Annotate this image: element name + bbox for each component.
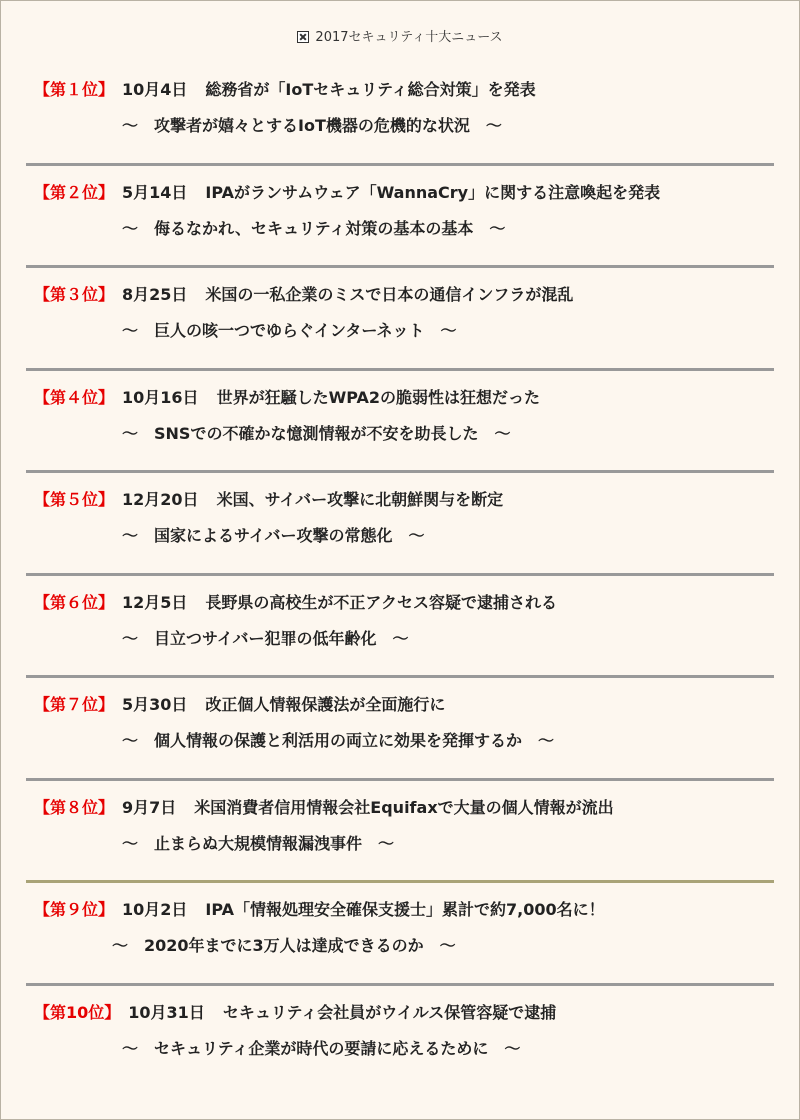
rank-label: 【第10位】 — [34, 1002, 121, 1022]
news-subtitle: ～ セキュリティ企業が時代の要請に応えるために ～ — [122, 1038, 521, 1058]
news-subtitle: ～ 止まらぬ大規模情報漏洩事件 ～ — [122, 833, 395, 853]
news-item-3 — [26, 268, 774, 371]
news-headline: 総務省が「IoTセキュリティ総合対策」を発表 — [205, 80, 536, 99]
news-date: 12月20日 — [122, 490, 199, 509]
news-subtitle: ～ 巨人の咳一つでゆらぐインターネット ～ — [122, 321, 457, 340]
news-headline: IPA「情報処理安全確保支援士」累計で約7,000名に！ — [205, 900, 605, 919]
news-subtitle: ～ 2020年までに3万人は達成できるのか ～ — [112, 936, 456, 955]
page-title: 2017セキュリティ十大ニュース — [315, 30, 503, 45]
news-subtitle: ～ SNSでの不確かな憶測情報が不安を助長した ～ — [122, 423, 511, 443]
news-headline: 長野県の高校生が不正アクセス容疑で逮捕される — [205, 592, 557, 612]
rank-label: 【第４位】 — [34, 387, 115, 407]
rank-label: 【第３位】 — [34, 285, 115, 304]
news-date: 12月5日 — [122, 592, 188, 612]
news-headline: セキュリティ会社員がウイルス保管容疑で逮捕 — [222, 1002, 557, 1022]
news-date: 10月2日 — [122, 900, 188, 919]
news-date: 9月7日 — [122, 797, 177, 817]
news-headline: 米国の一私企業のミスで日本の通信インフラが混乱 — [205, 285, 574, 304]
news-subtitle: ～ 攻撃者が嬉々とするIoT機器の危機的な状況 ～ — [122, 116, 502, 135]
news-headline: 米国、サイバー攻撃に北朝鮮関与を断定 — [216, 490, 504, 509]
news-date: 5月14日 — [122, 182, 188, 202]
news-item-9 — [26, 883, 774, 986]
news-item-8 — [26, 781, 774, 884]
news-item-7 — [26, 678, 774, 781]
news-item-2 — [26, 166, 774, 269]
rank-label: 【第２位】 — [34, 182, 115, 202]
news-date: 10月4日 — [122, 80, 188, 99]
news-headline: 改正個人情報保護法が全面施行に — [205, 695, 446, 714]
news-item-5 — [26, 473, 774, 576]
news-date: 10月16日 — [122, 387, 199, 407]
page-header — [0, 26, 800, 45]
news-subtitle: ～ 目立つサイバー犯罪の低年齢化 ～ — [122, 628, 409, 648]
news-item-10 — [26, 986, 774, 1089]
rank-label: 【第５位】 — [34, 490, 115, 509]
rank-label: 【第６位】 — [34, 592, 115, 612]
rank-label: 【第８位】 — [34, 797, 115, 817]
news-item-1 — [26, 63, 774, 166]
rank-label: 【第７位】 — [34, 695, 115, 714]
news-headline: 米国消費者信用情報会社Equifaxで大量の個人情報が流出 — [194, 797, 614, 817]
news-item-4 — [26, 371, 774, 474]
news-headline: 世界が狂騒したWPA2の脆弱性は狂想だった — [216, 387, 540, 407]
news-headline: IPAがランサムウェア「WannaCry」に関する注意喚起を発表 — [205, 182, 661, 202]
news-item-6 — [26, 576, 774, 679]
news-date: 8月25日 — [122, 285, 188, 304]
news-subtitle: ～ 個人情報の保護と利活用の両立に効果を発揮するか ～ — [122, 731, 555, 750]
news-date: 5月30日 — [122, 695, 188, 714]
news-subtitle: ～ 国家によるサイバー攻撃の常態化 ～ — [122, 526, 425, 545]
news-list — [26, 63, 774, 1088]
news-subtitle: ～ 侮るなかれ、セキュリティ対策の基本の基本 ～ — [122, 218, 506, 238]
rank-label: 【第９位】 — [34, 900, 115, 919]
news-date: 10月31日 — [128, 1002, 205, 1022]
rank-label: 【第１位】 — [34, 80, 115, 99]
broken-image-icon — [297, 31, 309, 43]
